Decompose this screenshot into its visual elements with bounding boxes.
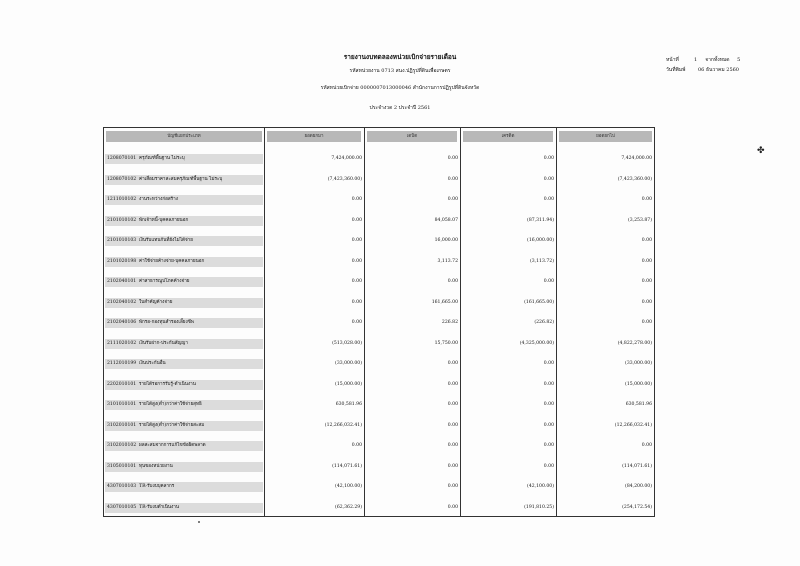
- table-row: [104, 501, 654, 515]
- page-label: หน้าที่: [666, 57, 679, 63]
- account-code: 1211010102: [107, 197, 137, 202]
- debit-value: 15,750.00: [434, 340, 458, 346]
- credit-value: (161,665.00): [524, 299, 554, 305]
- credit-value: 0.00: [543, 176, 554, 182]
- print-date-label: วันที่พิมพ์: [666, 67, 686, 73]
- carried-forward-value: (114,071.61): [622, 463, 652, 469]
- account-cell: [105, 175, 263, 185]
- page-number: 1: [694, 57, 698, 63]
- account-name: พักรอ-กองทุนสำรองเลี้ยงชีพ: [139, 320, 194, 325]
- header-brought-forward: ยอดยกมา: [267, 131, 361, 142]
- table-row: [104, 234, 654, 248]
- account-code: 2202010101: [107, 381, 137, 387]
- total-pages: 5: [737, 57, 741, 63]
- account-cell: [105, 462, 263, 472]
- page-number-line: [666, 55, 748, 65]
- account-name: ค่าใช้จ่ายค้างจ่าย-บุคคลภายนอก: [139, 258, 205, 264]
- account-name: ผลสะสมจากการแก้ไขข้อผิดพลาด: [139, 443, 206, 448]
- table-row: [104, 480, 654, 494]
- print-date: 06 ธันวาคม 2560: [698, 67, 739, 73]
- page-info: [666, 55, 748, 75]
- print-date-line: [666, 65, 748, 75]
- account-cell: [105, 400, 263, 410]
- account-name: พักเจ้าหนี้-บุคคลภายนอก: [139, 217, 189, 223]
- account-name: เงินประกันอื่น: [139, 361, 166, 366]
- account-code: 3102010102: [107, 443, 137, 448]
- brought-forward-value: 0.00: [351, 197, 362, 202]
- account-code: 2102040101: [107, 279, 137, 284]
- credit-value: (3,113.72): [529, 258, 554, 264]
- carried-forward-value: (84,200.00): [625, 484, 652, 489]
- account-code: 4307010105: [107, 504, 137, 510]
- credit-value: 0.00: [543, 361, 554, 366]
- report-title: รายงานงบทดลองหน่วยเบิกจ่ายรายเดือน: [343, 53, 457, 61]
- account-cell: [105, 154, 263, 164]
- account-cell: [105, 482, 263, 492]
- account-cell: [105, 421, 263, 431]
- account-code: 1208070102: [107, 176, 137, 182]
- account-cell: [105, 277, 263, 287]
- brought-forward-value: (513,028.00): [332, 340, 362, 346]
- account-cell: [105, 195, 263, 205]
- trial-balance-table: [103, 127, 655, 517]
- account-name: งานระหว่างก่อสร้าง: [139, 197, 178, 202]
- account-name: รายได้สูง(ต่ำ)กว่าค่าใช้จ่ายสะสม: [139, 422, 205, 428]
- account-code: 2101020198: [107, 258, 137, 264]
- disbursing-unit-line: รหัสหน่วยเบิกจ่าย 0000007013000046 สำนักงานการปฏิรูปที่ดินจังหวัด: [320, 85, 480, 91]
- account-name: TR-รับงบดำเนินงาน: [139, 504, 179, 510]
- account-code: 2111020102: [107, 340, 137, 346]
- table-row: [104, 296, 654, 310]
- carried-forward-value: 7,424,000.00: [621, 156, 652, 161]
- account-code: 2101010103: [107, 238, 137, 243]
- credit-value: 0.00: [543, 197, 554, 202]
- brought-forward-value: (7,423,360.00): [327, 176, 362, 182]
- carried-forward-value: 0.00: [641, 279, 652, 284]
- debit-value: 0.00: [447, 176, 458, 182]
- credit-value: 0.00: [543, 422, 554, 428]
- carried-forward-value: (12,266,032.41): [614, 422, 652, 428]
- brought-forward-value: (114,071.61): [332, 463, 362, 469]
- carried-forward-value: 0.00: [641, 238, 652, 243]
- carried-forward-value: (254,172.54): [622, 504, 652, 510]
- account-cell: [105, 298, 263, 308]
- debit-value: 0.00: [447, 484, 458, 489]
- table-row: [104, 337, 654, 351]
- account-name: TR-รับงบบุคลากร: [139, 484, 175, 489]
- table-row: [104, 193, 654, 207]
- account-code: 2112010199: [107, 361, 137, 366]
- account-name: เงินรับแทนกันที่ยังไม่ได้จ่าย: [139, 238, 193, 243]
- debit-value: 0.00: [447, 361, 458, 366]
- carried-forward-value: 0.00: [641, 320, 652, 325]
- table-row: [104, 316, 654, 330]
- account-code: 2101010102: [107, 217, 137, 223]
- agency-line: รหัสหน่วยงาน 0713 สนง.ปฏิรูปที่ดินเพื่อเกษตร: [349, 68, 451, 74]
- table-row: [104, 357, 654, 371]
- carried-forward-value: 0.00: [641, 197, 652, 202]
- brought-forward-value: 0.00: [351, 238, 362, 243]
- brought-forward-value: 0.00: [351, 279, 362, 284]
- period-line: ประจำงวด 2 ประจำปี 2561: [369, 105, 431, 111]
- table-row: [104, 419, 654, 433]
- credit-value: (87,311.94): [527, 217, 554, 223]
- credit-value: 0.00: [543, 156, 554, 161]
- brought-forward-value: (12,266,032.41): [324, 422, 362, 428]
- credit-value: (42,100.00): [527, 484, 554, 489]
- brought-forward-value: 0.00: [351, 299, 362, 305]
- credit-value: 0.00: [543, 279, 554, 284]
- debit-value: 84,058.07: [434, 217, 458, 223]
- account-name: ครุภัณฑ์พื้นฐาน ไม่ระบุ: [139, 156, 185, 161]
- account-code: 3101010101: [107, 402, 137, 407]
- account-cell: [105, 441, 263, 451]
- debit-value: 0.00: [447, 381, 458, 387]
- credit-value: (226.82): [534, 320, 554, 325]
- account-name: ใบสำคัญค้างจ่าย: [139, 299, 173, 305]
- account-cell: [105, 339, 263, 349]
- debit-value: 0.00: [447, 463, 458, 469]
- account-code: 3102010101: [107, 422, 137, 428]
- credit-value: (16,000.00): [527, 238, 554, 243]
- brought-forward-value: 0.00: [351, 443, 362, 448]
- carried-forward-value: (15,000.00): [625, 381, 652, 387]
- brought-forward-value: 0.00: [351, 217, 362, 223]
- debit-value: 0.00: [447, 279, 458, 284]
- account-code: 4307010103: [107, 484, 137, 489]
- brought-forward-value: (15,000.00): [335, 381, 362, 387]
- table-row: [104, 255, 654, 269]
- brought-forward-value: 7,424,000.00: [331, 156, 362, 161]
- header-carried-forward: ยอดยกไป: [559, 131, 652, 142]
- carried-forward-value: 0.00: [641, 258, 652, 264]
- debit-value: 3,113.72: [437, 258, 458, 264]
- account-code: 1208070101: [107, 156, 137, 161]
- account-cell: [105, 257, 263, 267]
- brought-forward-value: (42,100.00): [335, 484, 362, 489]
- table-row: [104, 214, 654, 228]
- account-name: ทุนของหน่วยงาน: [139, 463, 173, 469]
- table-row: [104, 439, 654, 453]
- credit-value: (4,325,000.00): [519, 340, 554, 346]
- debit-value: 0.00: [447, 504, 458, 510]
- account-name: รายได้สูง(ต่ำ)กว่าค่าใช้จ่ายสุทธิ: [139, 402, 202, 407]
- account-code: 2102040102: [107, 299, 137, 305]
- scan-speck: ✤: [757, 146, 765, 156]
- debit-value: 0.00: [447, 156, 458, 161]
- table-header: [104, 128, 654, 145]
- debit-value: 0.00: [447, 402, 458, 407]
- table-row: [104, 398, 654, 412]
- header-account: บัญชีแยกประเภท: [106, 131, 262, 142]
- credit-value: (191,810.25): [524, 504, 554, 510]
- account-code: 3105010101: [107, 463, 137, 469]
- of-label: จากทั้งหมด: [705, 57, 730, 63]
- account-cell: [105, 318, 263, 328]
- brought-forward-value: 0.00: [351, 320, 362, 325]
- account-name: ค่าสาธารณูปโภคค้างจ่าย: [139, 279, 190, 284]
- brought-forward-value: 630,581.96: [335, 402, 362, 407]
- table-row: [104, 275, 654, 289]
- debit-value: 0.00: [447, 422, 458, 428]
- account-code: 2102040106: [107, 320, 137, 325]
- account-name: ค่าเสื่อมราคาสะสมครุภัณฑ์พื้นฐาน ไม่ระบุ: [139, 176, 223, 182]
- scan-dot: [198, 521, 200, 523]
- account-cell: [105, 216, 263, 226]
- carried-forward-value: (3,253.87): [627, 217, 652, 223]
- brought-forward-value: (62,362.29): [335, 504, 362, 510]
- carried-forward-value: 0.00: [641, 299, 652, 305]
- debit-value: 226.82: [441, 320, 458, 325]
- carried-forward-value: 0.00: [641, 443, 652, 448]
- debit-value: 0.00: [447, 197, 458, 202]
- debit-value: 16,000.00: [434, 238, 458, 243]
- account-cell: [105, 380, 263, 390]
- table-row: [104, 173, 654, 187]
- credit-value: 0.00: [543, 402, 554, 407]
- brought-forward-value: (33,000.00): [335, 361, 362, 366]
- header-debit: เดบิต: [367, 131, 457, 142]
- brought-forward-value: 0.00: [351, 258, 362, 264]
- table-row: [104, 378, 654, 392]
- carried-forward-value: (7,423,360.00): [617, 176, 652, 182]
- carried-forward-value: (33,000.00): [625, 361, 652, 366]
- table-row: [104, 460, 654, 474]
- account-cell: [105, 503, 263, 513]
- carried-forward-value: 630,581.96: [625, 402, 652, 407]
- debit-value: 0.00: [447, 443, 458, 448]
- account-cell: [105, 236, 263, 246]
- table-row: [104, 152, 654, 166]
- debit-value: 161,665.00: [431, 299, 458, 305]
- account-name: เงินรับฝาก-ประกันสัญญา: [139, 340, 188, 346]
- header-credit: เครดิต: [463, 131, 553, 142]
- credit-value: 0.00: [543, 381, 554, 387]
- account-cell: [105, 359, 263, 369]
- account-name: รายได้รอการรับรู้-ดำเนินงาน: [139, 381, 196, 387]
- credit-value: 0.00: [543, 463, 554, 469]
- carried-forward-value: (4,822,278.00): [617, 340, 652, 346]
- credit-value: 0.00: [543, 443, 554, 448]
